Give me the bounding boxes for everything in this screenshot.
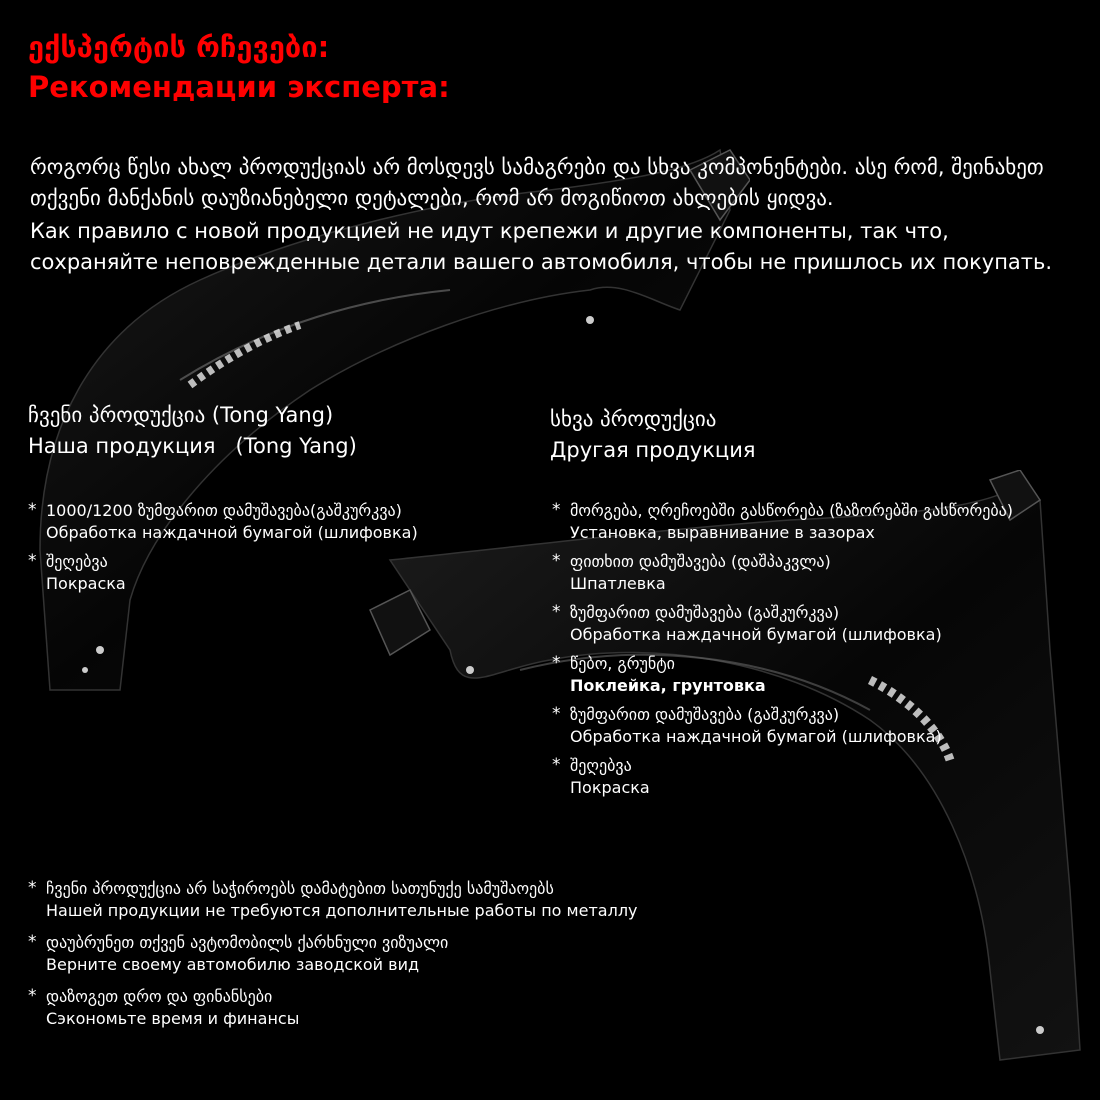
intro-georgian: როგორც წესი ახალ პროდუქციას არ მოსდევს სამაგრები და სხვა კომპონენტები. ასე რომ, შეინახეთ თქვენი მანქანის დაუზიანებელი დეტალები, რომ არ მოგიწიოთ ახლების ყიდვა. <box>30 155 1044 210</box>
our-product-title-russian: Наша продукция (Tong Yang) <box>28 434 357 458</box>
heading-russian: Рекомендации эксперта: <box>28 70 450 104</box>
bullet-star: * <box>28 500 37 520</box>
step-russian: Шпатлевка <box>570 574 666 593</box>
intro-section <box>30 152 1080 278</box>
benefit-russian: Верните своему автомобилю заводской вид <box>46 955 420 974</box>
other-product-title-georgian: სხვა პროდუქცია <box>550 407 717 431</box>
other-product-steps <box>552 500 1013 806</box>
step-georgian: ფითხით დამუშავება (დაშპაკვლა) <box>570 552 831 571</box>
list-item <box>552 653 1013 697</box>
bullet-star: * <box>28 932 37 952</box>
step-georgian: ზუმფარით დამუშავება (გაშკურკვა) <box>570 603 840 622</box>
benefit-russian: Нашей продукции не требуются дополнительные работы по металлу <box>46 901 638 920</box>
bullet-star: * <box>552 755 561 775</box>
list-item <box>28 932 638 976</box>
bullet-star: * <box>552 704 561 724</box>
other-product-heading <box>550 404 756 466</box>
list-item <box>552 755 1013 799</box>
bullet-star: * <box>552 500 561 520</box>
step-russian: Обработка наждачной бумагой (шлифовка) <box>570 727 942 746</box>
benefits-list <box>28 878 638 1040</box>
intro-russian: Как правило с новой продукцией не идут крепежи и другие компоненты, так что, сохраняйте неповрежденные детали вашего автомобиля, чтобы не пришлось их покупать. <box>30 219 1053 274</box>
list-item <box>28 551 418 595</box>
list-item <box>552 602 1013 646</box>
our-product-heading <box>28 400 357 462</box>
our-product-steps <box>28 500 418 602</box>
our-product-title-georgian: ჩვენი პროდუქცია (Tong Yang) <box>28 403 334 427</box>
benefit-georgian: დაუბრუნეთ თქვენ ავტომობილს ქარხნული ვიზუალი <box>46 933 449 952</box>
list-item <box>552 500 1013 544</box>
other-product-title-russian: Другая продукция <box>550 438 756 462</box>
benefit-georgian: ჩვენი პროდუქცია არ საჭიროებს დამატებით სათუნუქე სამუშაოებს <box>46 879 554 898</box>
step-russian: Обработка наждачной бумагой (шлифовка) <box>46 523 418 542</box>
list-item <box>28 986 638 1030</box>
benefit-georgian: დაზოგეთ დრო და ფინანსები <box>46 987 273 1006</box>
list-item <box>552 551 1013 595</box>
bullet-star: * <box>552 602 561 622</box>
step-georgian: წებო, გრუნტი <box>570 654 675 673</box>
bullet-star: * <box>28 551 37 571</box>
list-item <box>552 704 1013 748</box>
benefit-russian: Сэкономьте время и финансы <box>46 1009 300 1028</box>
bullet-star: * <box>552 551 561 571</box>
step-georgian: მორგება, ღრეჩოებში გასწორება (ზაზორებში გასწორება) <box>570 501 1013 520</box>
step-russian: Покраска <box>570 778 650 797</box>
step-georgian: ზუმფარით დამუშავება (გაშკურკვა) <box>570 705 840 724</box>
step-georgian: 1000/1200 ზუმფარით დამუშავება(გაშკურკვა) <box>46 501 402 520</box>
list-item <box>28 500 418 544</box>
step-russian: Обработка наждачной бумагой (шлифовка) <box>570 625 942 644</box>
step-georgian: შეღებვა <box>570 756 632 775</box>
step-russian: Поклейка, грунтовка <box>570 676 766 695</box>
step-russian: Покраска <box>46 574 126 593</box>
bullet-star: * <box>28 986 37 1006</box>
step-russian: Установка, выравнивание в зазорах <box>570 523 875 542</box>
list-item <box>28 878 638 922</box>
step-georgian: შეღებვა <box>46 552 108 571</box>
bullet-star: * <box>552 653 561 673</box>
bullet-star: * <box>28 878 37 898</box>
heading-georgian: ექსპერტის რჩევები: <box>28 30 330 64</box>
